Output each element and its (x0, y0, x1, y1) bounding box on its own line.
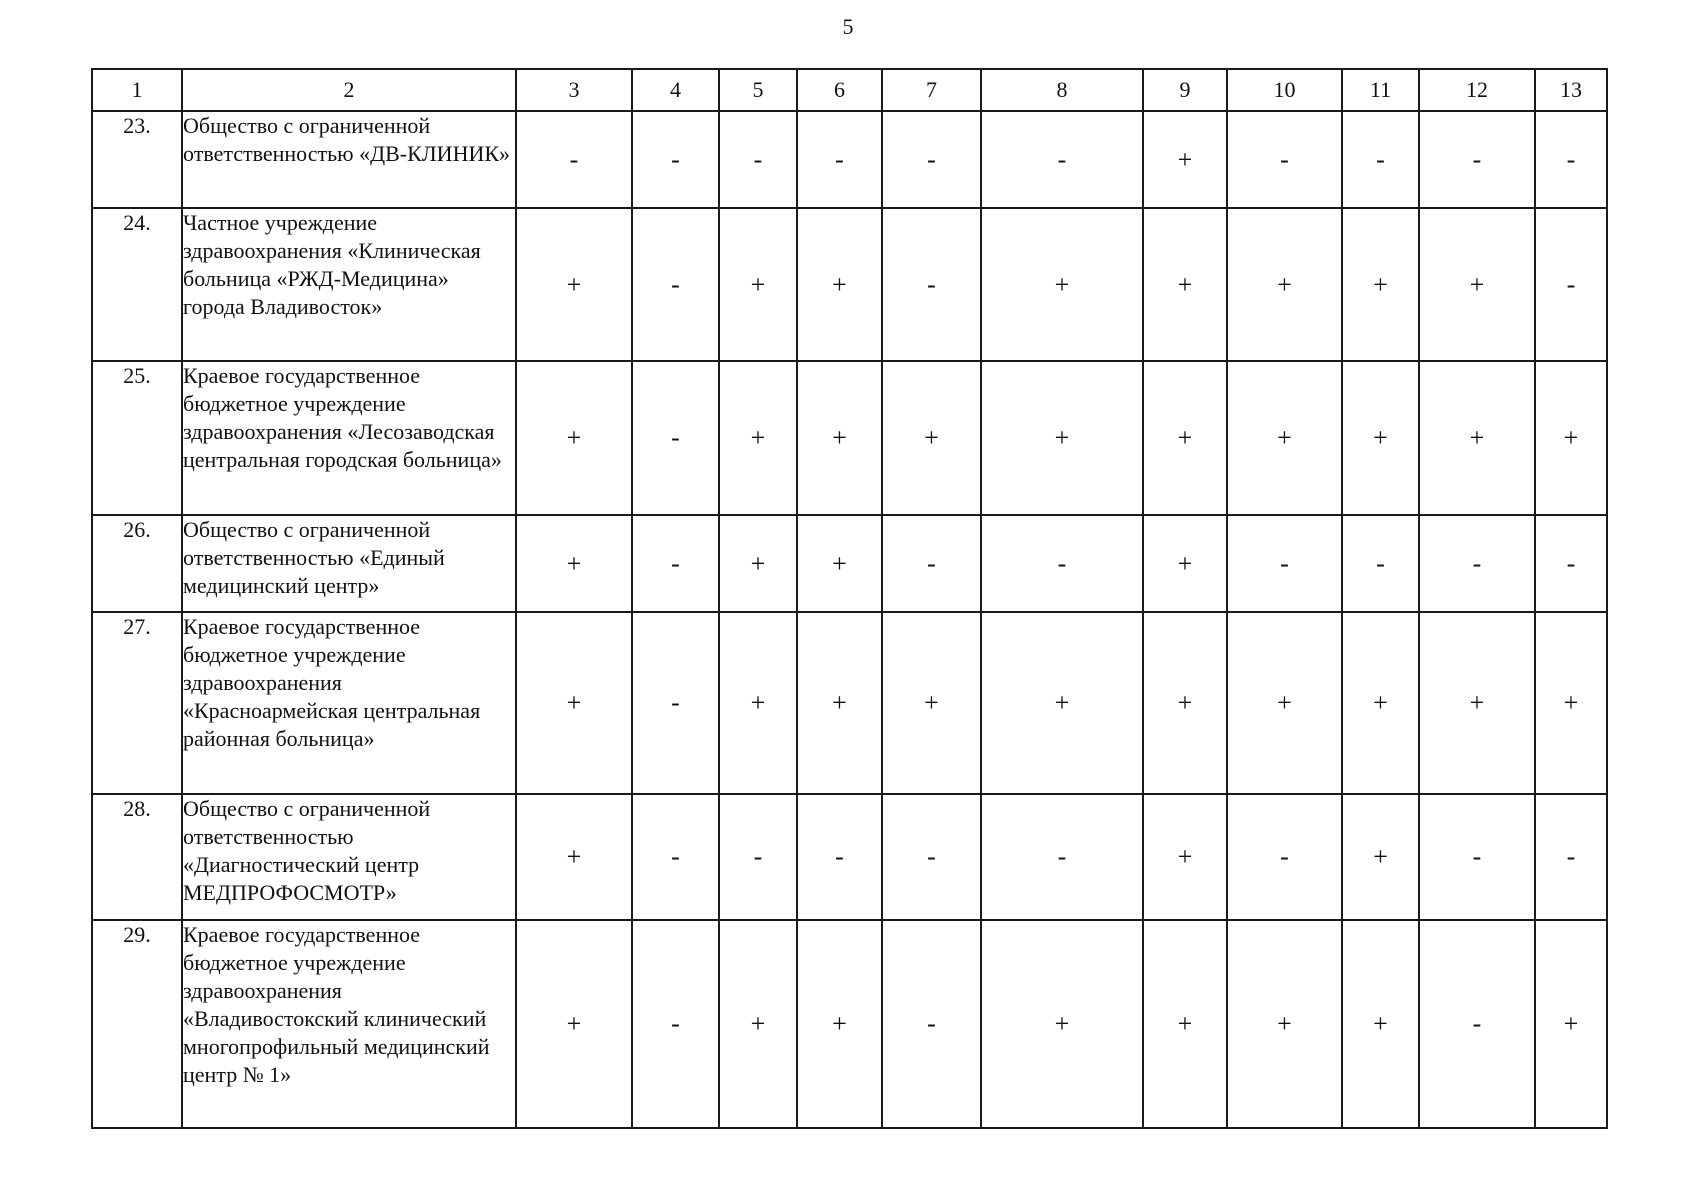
row-number: 29. (92, 920, 182, 1128)
mark-cell: - (516, 111, 632, 208)
mark-cell: - (882, 111, 981, 208)
column-header: 3 (516, 69, 632, 111)
mark-cell: - (1227, 794, 1342, 920)
table-row (92, 111, 1607, 208)
column-header: 12 (1419, 69, 1535, 111)
row-number: 25. (92, 361, 182, 515)
mark-cell: - (632, 920, 719, 1128)
mark-cell: - (632, 612, 719, 794)
mark-cell: + (1227, 612, 1342, 794)
mark-cell: + (1227, 208, 1342, 361)
mark-cell: - (882, 920, 981, 1128)
mark-cell: + (797, 361, 882, 515)
mark-cell: - (882, 208, 981, 361)
mark-cell: + (1143, 111, 1227, 208)
mark-cell: - (719, 111, 797, 208)
mark-cell: + (516, 515, 632, 612)
column-header: 9 (1143, 69, 1227, 111)
organization-name: Общество с ограниченной ответственностью «ДВ-КЛИНИК» (182, 111, 516, 208)
mark-cell: - (882, 794, 981, 920)
row-number: 28. (92, 794, 182, 920)
mark-cell: + (1342, 361, 1419, 515)
mark-cell: + (719, 208, 797, 361)
mark-cell: + (797, 208, 882, 361)
table-header-row (92, 69, 1607, 111)
mark-cell: - (1342, 111, 1419, 208)
mark-cell: - (981, 794, 1143, 920)
mark-cell: + (1143, 361, 1227, 515)
mark-cell: + (797, 612, 882, 794)
mark-cell: + (516, 208, 632, 361)
row-number: 24. (92, 208, 182, 361)
mark-cell: - (632, 794, 719, 920)
mark-cell: + (1143, 612, 1227, 794)
table-row (92, 794, 1607, 920)
column-header: 5 (719, 69, 797, 111)
mark-cell: - (632, 208, 719, 361)
mark-cell: - (981, 515, 1143, 612)
mark-cell: + (516, 361, 632, 515)
mark-cell: + (516, 920, 632, 1128)
column-header: 4 (632, 69, 719, 111)
mark-cell: + (882, 612, 981, 794)
mark-cell: + (1143, 794, 1227, 920)
mark-cell: - (1419, 920, 1535, 1128)
table-row (92, 515, 1607, 612)
table-row (92, 920, 1607, 1128)
mark-cell: + (797, 920, 882, 1128)
mark-cell: + (1419, 361, 1535, 515)
mark-cell: + (516, 794, 632, 920)
row-number: 23. (92, 111, 182, 208)
mark-cell: + (797, 515, 882, 612)
column-header: 6 (797, 69, 882, 111)
mark-cell: - (1227, 111, 1342, 208)
mark-cell: + (1143, 208, 1227, 361)
mark-cell: + (1342, 208, 1419, 361)
mark-cell: - (1535, 208, 1607, 361)
mark-cell: - (981, 111, 1143, 208)
mark-cell: - (1535, 515, 1607, 612)
mark-cell: + (1342, 920, 1419, 1128)
organization-name: Общество с ограниченной ответственностью «Диагностический центр МЕДПРОФОСМОТР» (182, 794, 516, 920)
column-header: 7 (882, 69, 981, 111)
mark-cell: - (797, 111, 882, 208)
mark-cell: - (1419, 794, 1535, 920)
mark-cell: + (1535, 612, 1607, 794)
column-header: 10 (1227, 69, 1342, 111)
mark-cell: - (632, 111, 719, 208)
mark-cell: + (981, 920, 1143, 1128)
mark-cell: + (1227, 920, 1342, 1128)
mark-cell: - (1419, 515, 1535, 612)
row-number: 27. (92, 612, 182, 794)
mark-cell: - (797, 794, 882, 920)
mark-cell: - (1419, 111, 1535, 208)
mark-cell: - (1342, 515, 1419, 612)
mark-cell: + (719, 920, 797, 1128)
mark-cell: + (1143, 515, 1227, 612)
page-number: 5 (842, 14, 854, 39)
mark-cell: - (1535, 794, 1607, 920)
mark-cell: + (981, 361, 1143, 515)
mark-cell: - (719, 794, 797, 920)
table-row (92, 361, 1607, 515)
mark-cell: - (1227, 515, 1342, 612)
mark-cell: + (981, 208, 1143, 361)
mark-cell: + (1419, 612, 1535, 794)
column-header: 13 (1535, 69, 1607, 111)
mark-cell: + (719, 612, 797, 794)
table-row (92, 612, 1607, 794)
column-header: 2 (182, 69, 516, 111)
mark-cell: + (1535, 920, 1607, 1128)
mark-cell: + (1535, 361, 1607, 515)
organization-name: Краевое государственное бюджетное учреждение здравоохранения «Владивостокский клинический многопрофильный медицинский центр № 1» (182, 920, 516, 1128)
row-number: 26. (92, 515, 182, 612)
mark-cell: + (1342, 794, 1419, 920)
mark-cell: + (516, 612, 632, 794)
mark-cell: - (632, 361, 719, 515)
column-header: 11 (1342, 69, 1419, 111)
organization-name: Общество с ограниченной ответственностью «Единый медицинский центр» (182, 515, 516, 612)
mark-cell: + (981, 612, 1143, 794)
column-header: 1 (92, 69, 182, 111)
mark-cell: - (882, 515, 981, 612)
column-header: 8 (981, 69, 1143, 111)
mark-cell: + (882, 361, 981, 515)
mark-cell: + (1419, 208, 1535, 361)
organization-name: Частное учреждение здравоохранения «Клиническая больница «РЖД-Медицина» города Владивосток» (182, 208, 516, 361)
organization-name: Краевое государственное бюджетное учреждение здравоохранения «Лесозаводская центральная городская больница» (182, 361, 516, 515)
mark-cell: + (719, 361, 797, 515)
organization-name: Краевое государственное бюджетное учреждение здравоохранения «Красноармейская центральная районная больница» (182, 612, 516, 794)
mark-cell: + (719, 515, 797, 612)
mark-cell: + (1342, 612, 1419, 794)
mark-cell: - (632, 515, 719, 612)
document-table (91, 68, 1608, 1129)
mark-cell: + (1227, 361, 1342, 515)
mark-cell: - (1535, 111, 1607, 208)
mark-cell: + (1143, 920, 1227, 1128)
table-row (92, 208, 1607, 361)
